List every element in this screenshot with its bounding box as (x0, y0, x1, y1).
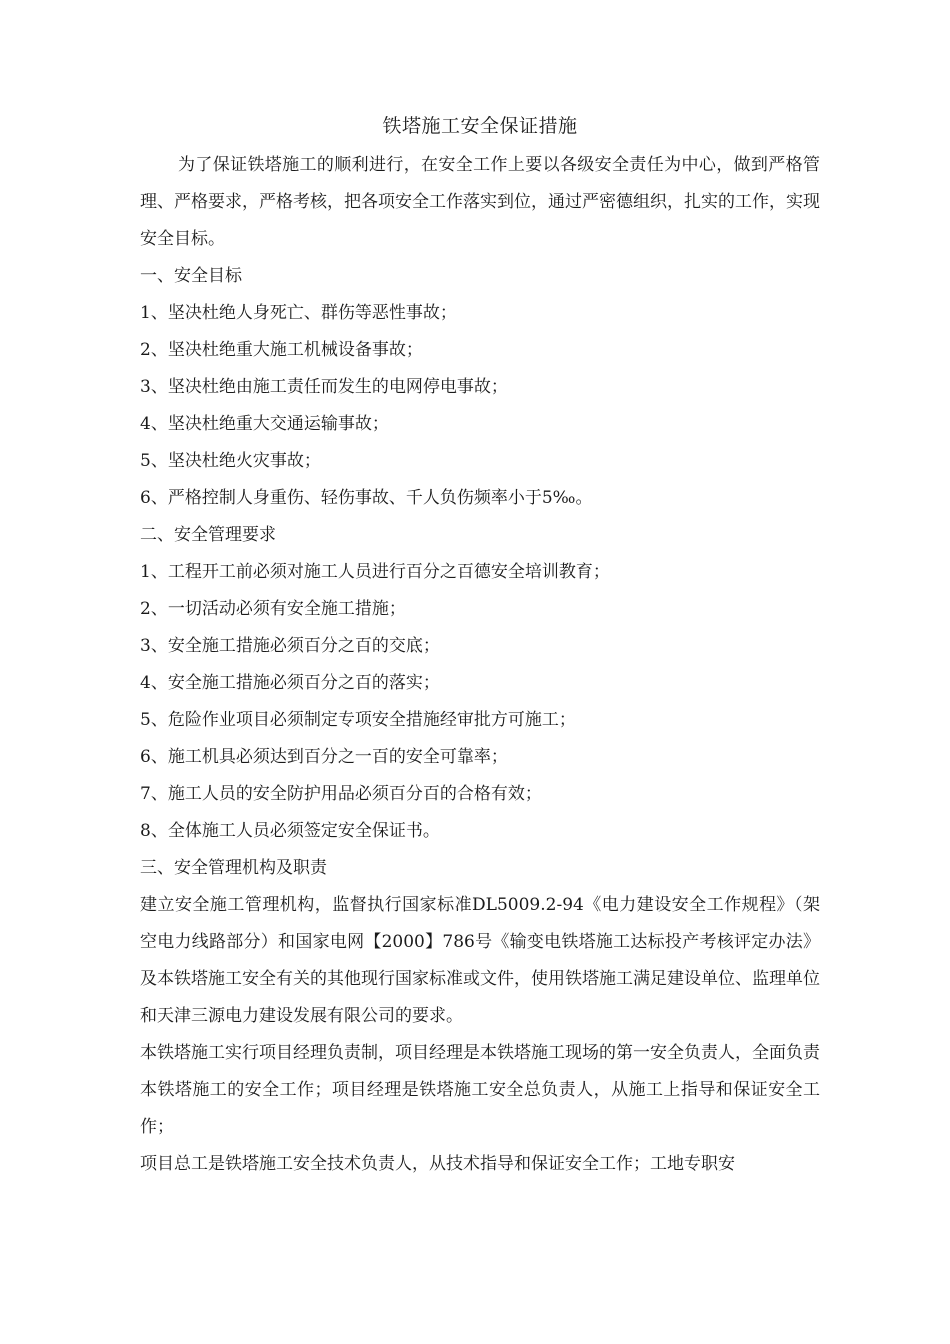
section-heading-requirements: 二、安全管理要求 (140, 525, 276, 545)
requirement-item: 4、安全施工措施必须百分之百的落实； (140, 673, 440, 693)
document-title: 铁塔施工安全保证措施 (382, 115, 578, 137)
organization-paragraph: 项目总工是铁塔施工安全技术负责人，从技术指导和保证安全工作；工地专职安 (140, 1154, 735, 1174)
goal-item: 2、坚决杜绝重大施工机械设备事故； (140, 340, 423, 360)
requirement-item: 6、施工机具必须达到百分之一百的安全可靠率； (140, 747, 508, 767)
section-heading-goals: 一、安全目标 (140, 266, 242, 286)
requirement-item: 3、安全施工措施必须百分之百的交底； (140, 636, 440, 656)
goal-item: 6、严格控制人身重伤、轻伤事故、千人负伤频率小于5‰。 (140, 488, 593, 508)
organization-paragraph: 建立安全施工管理机构，监督执行国家标准DL5009.2-94《电力建设安全工作规程》（架空电力线路部分）和国家电网【2000】786号《输变电铁塔施工达标投产考核评定办法》及本铁塔施工安全有关的其他现行国家标准或文件，使用铁塔施工满足建设单位、监理单位和天津三源电力建设发展有限公司的要求。 (140, 895, 820, 1026)
document-body (140, 112, 820, 1183)
goal-item: 4、坚决杜绝重大交通运输事故； (140, 414, 389, 434)
requirement-item: 2、一切活动必须有安全施工措施； (140, 599, 406, 619)
intro-paragraph: 为了保证铁塔施工的顺利进行，在安全工作上要以各级安全责任为中心，做到严格管理、严格要求，严格考核，把各项安全工作落实到位，通过严密德组织，扎实的工作，实现安全目标。 (140, 155, 820, 249)
organization-paragraph: 本铁塔施工实行项目经理负责制，项目经理是本铁塔施工现场的第一安全负责人，全面负责本铁塔施工的安全工作；项目经理是铁塔施工安全总负责人，从施工上指导和保证安全工作； (140, 1043, 820, 1137)
requirement-item: 8、全体施工人员必须签定安全保证书。 (140, 821, 440, 841)
requirement-item: 5、危险作业项目必须制定专项安全措施经审批方可施工； (140, 710, 576, 730)
goal-item: 1、坚决杜绝人身死亡、群伤等恶性事故； (140, 303, 457, 323)
goal-item: 3、坚决杜绝由施工责任而发生的电网停电事故； (140, 377, 508, 397)
requirement-item: 1、工程开工前必须对施工人员进行百分之百德安全培训教育； (140, 562, 610, 582)
goal-item: 5、坚决杜绝火灾事故； (140, 451, 321, 471)
requirement-item: 7、施工人员的安全防护用品必须百分百的合格有效； (140, 784, 542, 804)
section-heading-organization: 三、安全管理机构及职责 (140, 858, 327, 878)
